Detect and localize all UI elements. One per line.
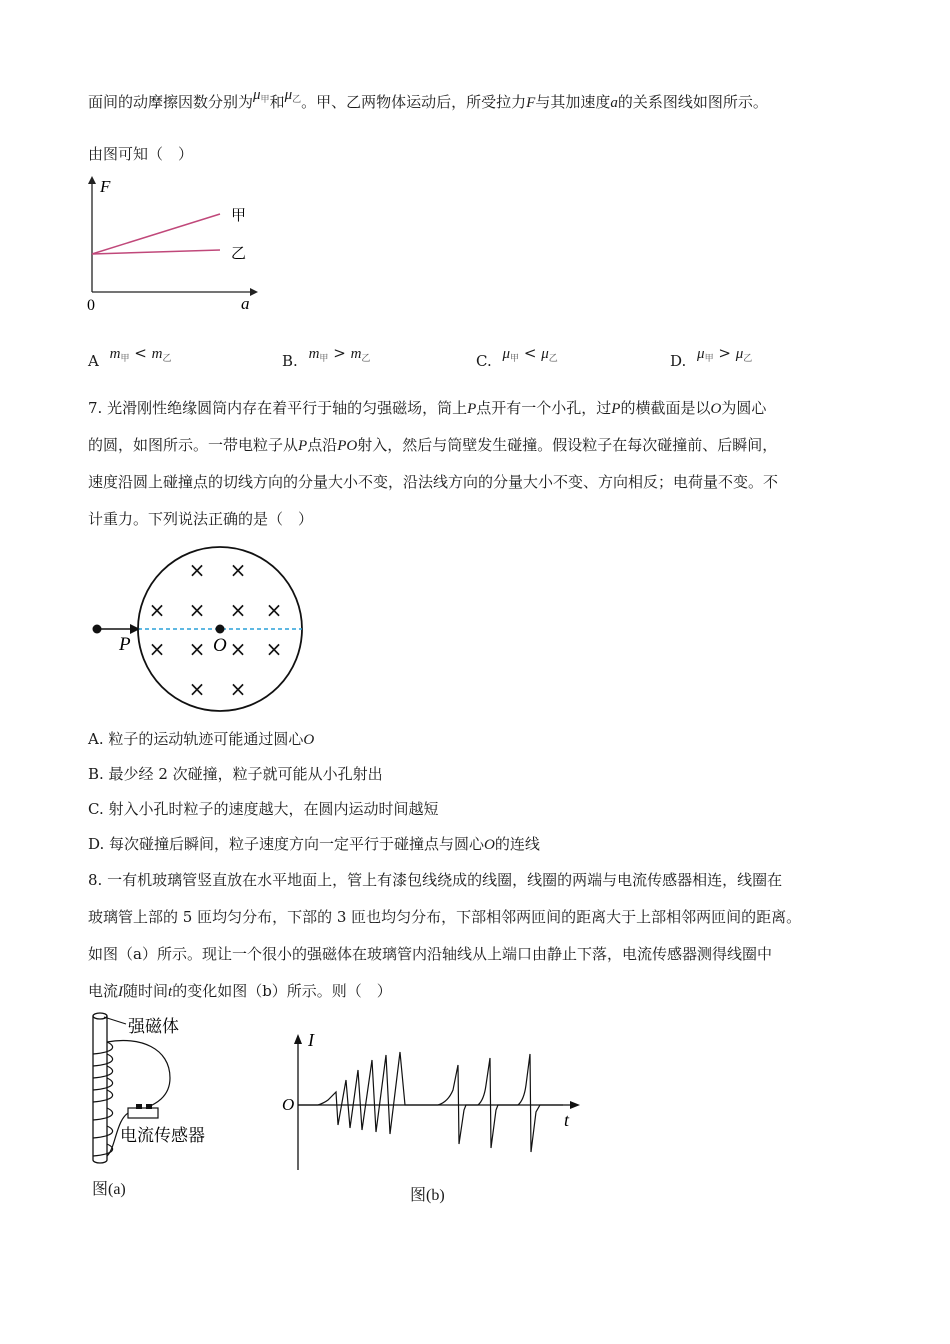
field-cross: ×	[229, 677, 247, 701]
q7-option-a[interactable]	[88, 729, 314, 750]
var-O: O	[303, 732, 315, 748]
line-jia	[92, 214, 220, 254]
tube-coil-figure	[80, 1008, 240, 1173]
q6-text: 面间的动摩擦因数分别为	[88, 93, 254, 111]
i-axis-label: I	[308, 1030, 314, 1050]
current-waveform	[298, 1052, 563, 1152]
field-cross: ×	[148, 637, 166, 661]
option-var: μ	[735, 346, 744, 362]
option-op: <	[523, 344, 537, 362]
var-P: P	[611, 401, 621, 417]
subscript-jia: 甲	[120, 354, 130, 364]
q6-text: 的关系图线如图所示。	[617, 93, 768, 111]
q6-option-b[interactable]	[282, 344, 371, 370]
option-op: >	[718, 344, 731, 362]
t-axis-arrow	[570, 1101, 580, 1109]
mu-symbol: μ	[253, 87, 261, 103]
var-a: a	[610, 95, 618, 111]
field-cross: ×	[265, 637, 283, 661]
option-var: μ	[502, 346, 511, 362]
field-cross: ×	[148, 598, 166, 622]
option-var: m	[151, 346, 163, 362]
q7-text: 点沿	[307, 436, 338, 454]
subscript-jia: 甲	[319, 354, 329, 364]
label-jia: 甲	[231, 206, 247, 224]
q7-option-d[interactable]	[88, 834, 540, 855]
option-label: C.	[476, 352, 492, 370]
q7-text: 射入，然后与筒壁发生碰撞。假设粒子在每次碰撞前、后瞬间，	[357, 436, 778, 454]
field-cross: ×	[265, 598, 283, 622]
var-F: F	[526, 95, 536, 111]
option-text: 的连线	[494, 835, 540, 853]
q7-text: 点开有一个小孔，过	[476, 399, 612, 417]
option-var: m	[350, 346, 362, 362]
q7-line-2	[88, 435, 777, 456]
label-yi: 乙	[231, 244, 247, 262]
y-axis-label: F	[100, 177, 111, 196]
q6-option-a[interactable]	[88, 344, 172, 370]
option-op: <	[134, 344, 147, 362]
force-acceleration-graph	[80, 172, 260, 312]
subscript-jia: 甲	[260, 95, 270, 105]
t-axis-label: t	[564, 1110, 570, 1130]
origin-label: 0	[87, 297, 95, 312]
magnetic-field-figure	[80, 545, 320, 720]
option-text: D. 每次碰撞后瞬间，粒子速度方向一定平行于碰撞点与圆心	[88, 835, 485, 853]
i-axis-arrow	[294, 1034, 302, 1044]
q7-text: 7. 光滑刚性绝缘圆筒内存在着平行于轴的匀强磁场，筒上	[88, 399, 468, 417]
current-time-graph	[278, 1030, 588, 1180]
q8-line-4	[88, 981, 392, 1002]
sensor-terminal	[146, 1104, 152, 1109]
q8-text: 电流	[88, 982, 119, 1000]
subscript-yi: 乙	[743, 354, 753, 364]
field-cross: ×	[188, 637, 206, 661]
figure-b-caption: 图(b)	[410, 1187, 445, 1204]
x-axis-arrow	[250, 288, 258, 296]
q8-text: 的变化如图（b）所示。则（ ）	[172, 982, 392, 1000]
subscript-jia: 甲	[704, 354, 714, 364]
line-yi	[92, 250, 220, 254]
q7-line-1	[88, 398, 766, 419]
q8-line-2: 玻璃管上部的 5 匝均匀分布，下部的 3 匝也均匀分布，下部相邻两匝间的距离大于上部相邻两匝间的距离。	[88, 908, 802, 926]
option-label: D.	[670, 352, 687, 370]
field-cross: ×	[188, 677, 206, 701]
subscript-yi: 乙	[361, 354, 371, 364]
lead-wire-1	[107, 1041, 170, 1111]
field-cross: ×	[188, 558, 206, 582]
option-var: m	[109, 346, 121, 362]
option-op: >	[333, 344, 346, 362]
var-O: O	[710, 401, 722, 417]
field-cross: ×	[229, 598, 247, 622]
figure-a-caption: 图(a)	[92, 1181, 126, 1198]
sensor-label: 电流传感器	[120, 1126, 205, 1146]
origin-label: O	[282, 1095, 295, 1114]
var-I: I	[118, 984, 124, 1000]
var-O: O	[484, 837, 495, 853]
q6-line-1	[88, 87, 768, 118]
subscript-yi: 乙	[292, 95, 302, 105]
q6-text: 与其加速度	[535, 93, 611, 111]
q7-line-4: 计重力。下列说法正确的是（ ）	[88, 510, 314, 528]
x-axis-label: a	[241, 294, 250, 312]
magnet-label: 强磁体	[128, 1017, 179, 1037]
subscript-jia: 甲	[510, 354, 520, 364]
q8-text: 随时间	[123, 982, 169, 1000]
field-cross: ×	[188, 598, 206, 622]
var-PO: PO	[337, 438, 358, 454]
option-text: A. 粒子的运动轨迹可能通过圆心	[88, 730, 304, 748]
option-var: m	[308, 346, 320, 362]
tube-top-rim	[93, 1013, 107, 1019]
var-P: P	[467, 401, 477, 417]
q7-line-3: 速度沿圆上碰撞点的切线方向的分量大小不变，沿法线方向的分量大小不变、方向相反；电荷量不变。不	[88, 473, 779, 491]
var-P: P	[298, 438, 308, 454]
mu-symbol: μ	[284, 87, 293, 103]
q6-option-c[interactable]	[476, 344, 558, 370]
subscript-yi: 乙	[548, 354, 558, 364]
sensor-terminal	[136, 1104, 142, 1109]
q7-option-b[interactable]: B. 最少经 2 次碰撞，粒子就可能从小孔射出	[88, 765, 383, 783]
y-axis-arrow	[88, 176, 96, 184]
label-o: O	[213, 635, 227, 656]
center-dot	[216, 625, 225, 634]
tube-bottom	[93, 1160, 107, 1163]
q6-option-d[interactable]	[670, 344, 753, 370]
option-label: A	[88, 352, 99, 370]
field-cross: ×	[229, 558, 247, 582]
field-cross: ×	[229, 637, 247, 661]
q7-option-c[interactable]: C. 射入小孔时粒子的速度越大，在圆内运动时间越短	[88, 800, 439, 818]
q8-line-3: 如图（a）所示。现让一个很小的强磁体在玻璃管内沿轴线从上端口由静止下落，电流传感器测得线圈中	[88, 945, 772, 963]
label-p: P	[119, 634, 131, 655]
coil-lower	[93, 1108, 113, 1156]
q7-text: 的圆，如图所示。一带电粒子从	[88, 436, 299, 454]
current-sensor-box	[128, 1108, 158, 1118]
coil-upper	[93, 1042, 113, 1102]
q7-text: 的横截面是以	[620, 399, 711, 417]
q6-text: 和	[269, 93, 285, 111]
option-var: μ	[697, 346, 705, 362]
q6-line-2: 由图可知（ ）	[88, 145, 194, 163]
q8-line-1: 8. 一有机玻璃管竖直放在水平地面上，管上有漆包线绕成的线圈，线圈的两端与电流传感器相连，线圈在	[88, 871, 783, 889]
option-var: μ	[541, 346, 549, 362]
subscript-yi: 乙	[162, 354, 172, 364]
var-t: t	[168, 984, 173, 1000]
q7-text: 为圆心	[721, 399, 767, 417]
option-label: B.	[282, 352, 298, 370]
q6-text: 。甲、乙两物体运动后，所受拉力	[301, 93, 527, 111]
